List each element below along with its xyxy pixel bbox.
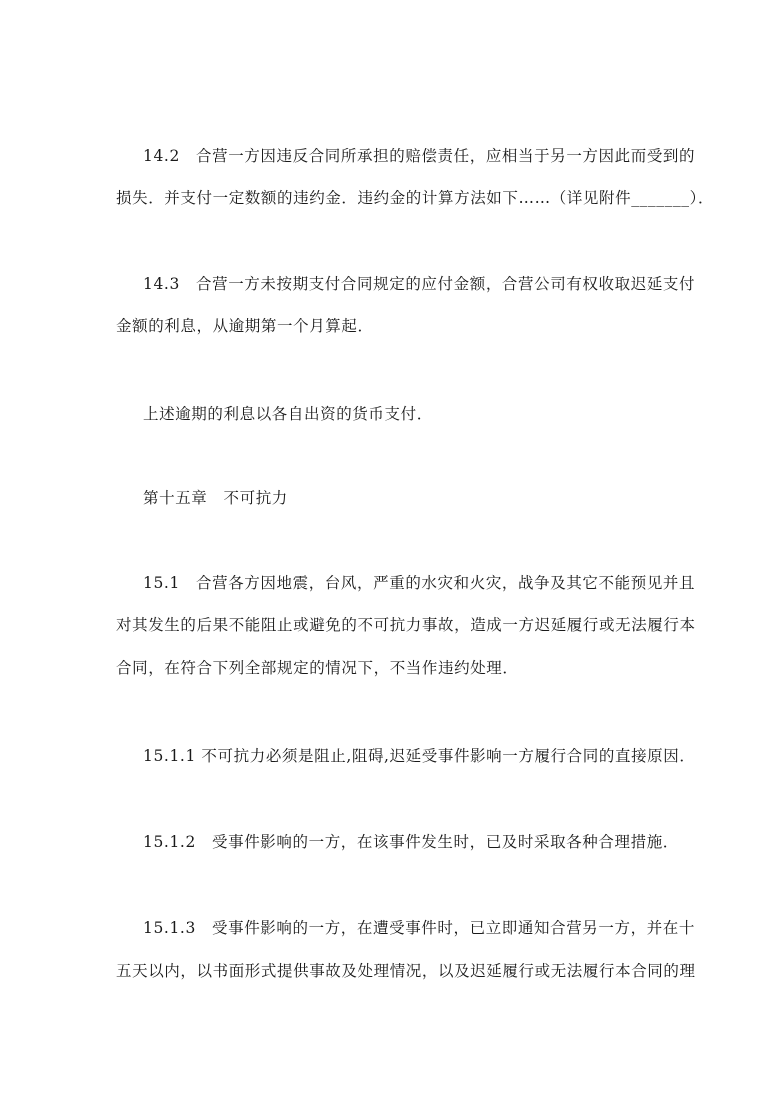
- clause-14-2-line-1: 14.2 合营一方因违反合同所承担的赔偿责任，应相当于另一方因此而受到的: [143, 147, 696, 165]
- clause-14-3-line-2: 金额的利息，从逾期第一个月算起．: [116, 317, 374, 335]
- clause-15-1-line-1: 15.1 合营各方因地震，台风，严重的水灾和火灾，战争及其它不能预见并且: [143, 574, 696, 592]
- clause-14-3-line-1: 14.3 合营一方未按期支付合同规定的应付金额，合营公司有权收取迟延支付: [143, 275, 696, 293]
- clause-15-1-3-line-1: 15.1.3 受事件影响的一方，在遭受事件时，已立即通知合营另一方，并在十: [143, 919, 696, 937]
- chapter-15-heading: 第十五章 不可抗力: [143, 489, 288, 507]
- interest-paragraph: 上述逾期的利息以各自出资的货币支付．: [143, 405, 433, 423]
- clause-15-1-2: 15.1.2 受事件影响的一方，在该事件发生时，已及时采取各种合理措施．: [143, 833, 679, 851]
- clause-15-1-3-line-2: 五天以内，以书面形式提供事故及处理情况，以及迟延履行或无法履行本合同的理: [116, 962, 696, 980]
- clause-15-1-line-3: 合同，在符合下列全部规定的情况下，不当作违约处理．: [116, 659, 519, 677]
- clause-15-1-1: 15.1.1 不可抗力必须是阻止,阻碍,迟延受事件影响一方履行合同的直接原因．: [143, 747, 696, 765]
- clause-15-1-line-2: 对其发生的后果不能阻止或避免的不可抗力事故，造成一方迟延履行或无法履行本: [116, 616, 696, 634]
- clause-14-2-line-2: 损失．并支付一定数额的违约金．违约金的计算方法如下……（详见附件_______）．: [116, 189, 715, 207]
